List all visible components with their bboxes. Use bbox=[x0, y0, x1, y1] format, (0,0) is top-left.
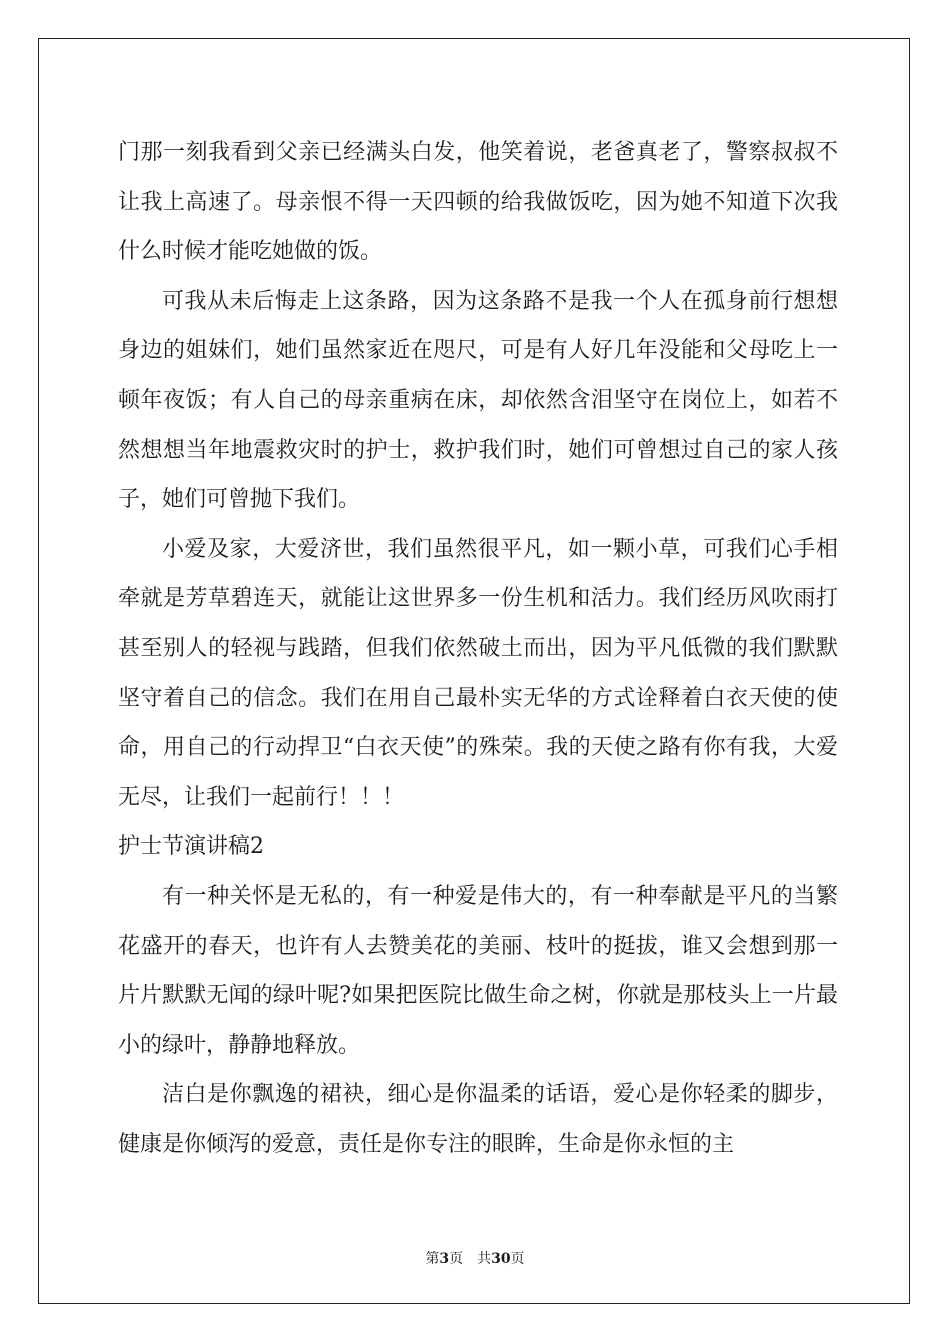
footer-prefix: 第 bbox=[425, 1251, 440, 1267]
total-pages-number: 30 bbox=[491, 1251, 511, 1267]
section-heading: 护士节演讲稿2 bbox=[118, 834, 264, 860]
current-page-number: 3 bbox=[439, 1251, 450, 1267]
paragraph-1: 门那一刻我看到父亲已经满头白发，他笑着说，老爸真老了，警察叔叔不让我上高速了。母亲恨不得一天四顿的给我做饭吃，因为她不知道下次我什么时候才能吃她做的饭。 bbox=[118, 140, 838, 265]
paragraph-4: 有一种关怀是无私的，有一种爱是伟大的，有一种奉献是平凡的当繁花盛开的春天，也许有人去赞美花的美丽、枝叶的挺拔，谁又会想到那一片片默默无闻的绿叶呢?如果把医院比做生命之树，你就是那枝头上一片最小的绿叶，静静地释放。 bbox=[118, 883, 838, 1058]
footer-page-unit: 页 bbox=[449, 1251, 464, 1267]
paragraph-3: 小爱及家，大爱济世，我们虽然很平凡，如一颗小草，可我们心手相牵就是芳草碧连天，就能让这世界多一份生机和活力。我们经历风吹雨打甚至别人的轻视与践踏，但我们依然破土而出，因为平凡低微的我们默默坚守着自己的信念。我们在用自己最朴实无华的方式诠释着白衣天使的使命，用自己的行动捍卫“白衣天使”的殊荣。我的天使之路有你有我，大爱无尽，让我们一起前行！！！ bbox=[118, 536, 838, 810]
document-body bbox=[118, 128, 838, 1169]
paragraph-2: 可我从未后悔走上这条路，因为这条路不是我一个人在孤身前行想想身边的姐妹们，她们虽然家近在咫尺，可是有人好几年没能和父母吃上一顿年夜饭；有人自己的母亲重病在床，却依然含泪坚守在岗位上，如若不然想想当年地震救灾时的护士，救护我们时，她们可曾想过自己的家人孩子，她们可曾抛下我们。 bbox=[118, 288, 838, 513]
footer-total-prefix: 共 bbox=[477, 1251, 492, 1267]
paragraph-5: 洁白是你飘逸的裙袂，细心是你温柔的话语，爱心是你轻柔的脚步，健康是你倾泻的爱意，责任是你专注的眼眸，生命是你永恒的主 bbox=[118, 1082, 838, 1157]
page-footer bbox=[0, 1248, 950, 1268]
footer-total-unit: 页 bbox=[510, 1251, 525, 1267]
